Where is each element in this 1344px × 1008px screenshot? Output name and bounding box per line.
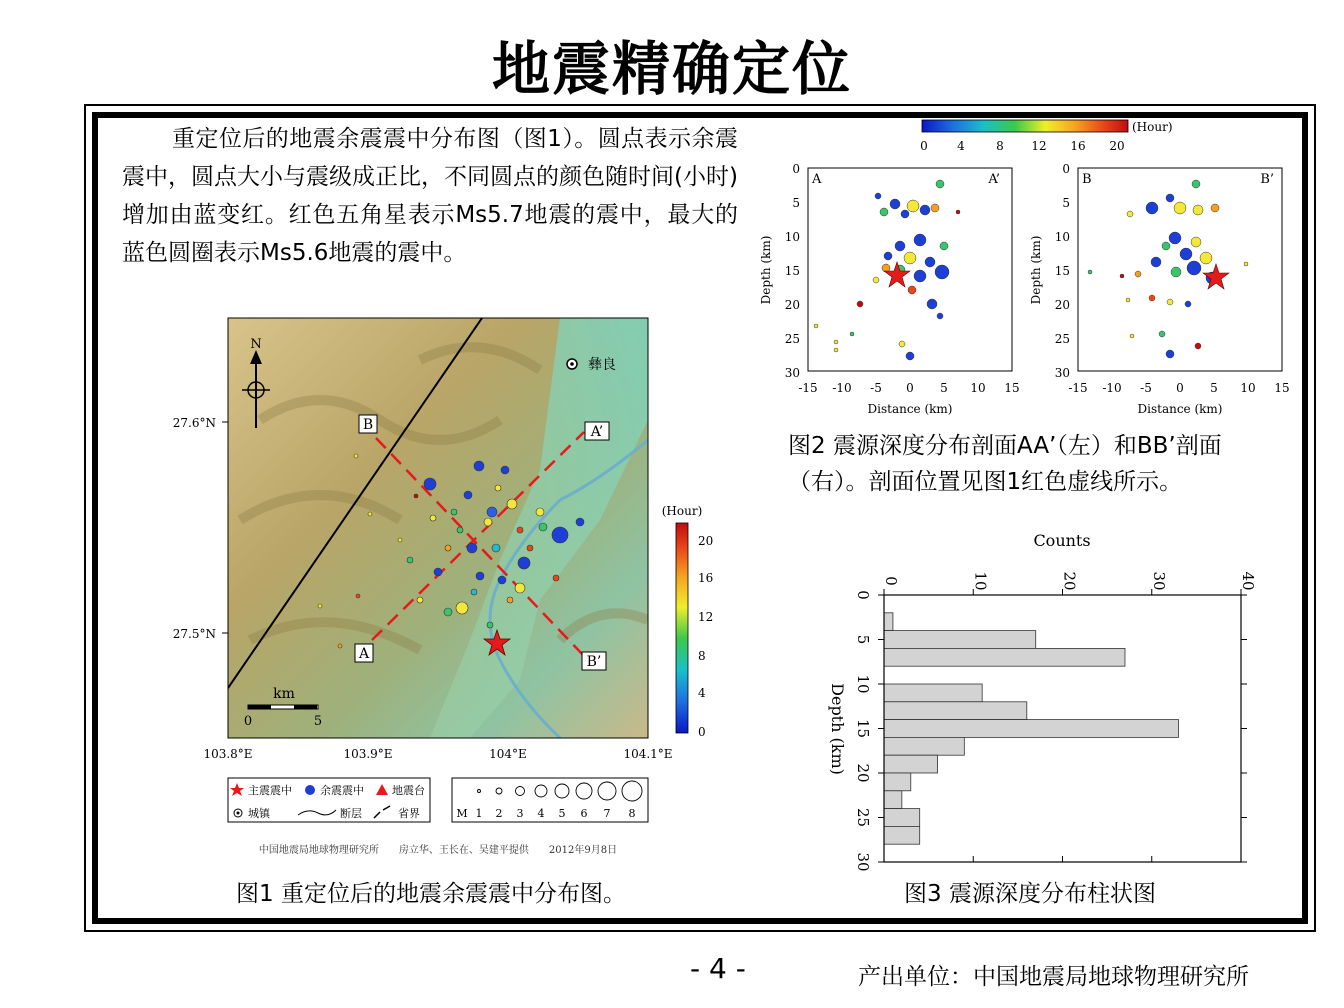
svg-text:4: 4 xyxy=(957,139,965,153)
svg-text:16: 16 xyxy=(698,571,714,585)
svg-text:0: 0 xyxy=(1062,162,1070,176)
svg-text:N: N xyxy=(250,337,262,352)
producer-label: 产出单位：中国地震局地球物理研究所 xyxy=(858,964,1249,990)
svg-text:0: 0 xyxy=(243,714,253,729)
profile-panel-bb xyxy=(1029,162,1290,416)
svg-text:15: 15 xyxy=(1004,381,1020,395)
svg-text:20: 20 xyxy=(784,298,800,312)
svg-text:km: km xyxy=(273,686,295,702)
svg-text:B: B xyxy=(1082,172,1092,187)
svg-text:Depth (km): Depth (km) xyxy=(1029,235,1043,305)
y-tick-label-2: 10 xyxy=(854,674,872,694)
svg-text:8: 8 xyxy=(996,139,1004,153)
svg-text:Distance (km): Distance (km) xyxy=(867,402,953,416)
svg-text:20: 20 xyxy=(698,534,714,548)
histogram-title: Counts xyxy=(1033,531,1091,550)
svg-text:27.6°N: 27.6°N xyxy=(172,416,216,430)
x-tick-label-4: 40 xyxy=(1239,571,1257,591)
svg-text:Distance (km): Distance (km) xyxy=(1137,402,1223,416)
svg-text:25: 25 xyxy=(784,332,800,346)
svg-text:5: 5 xyxy=(940,381,948,395)
svg-text:-5: -5 xyxy=(1140,381,1152,395)
svg-text:A: A xyxy=(358,646,370,662)
svg-text:B’: B’ xyxy=(586,654,602,670)
svg-text:20: 20 xyxy=(1054,298,1070,312)
svg-text:5: 5 xyxy=(313,714,323,729)
aftershock-legend-icon xyxy=(305,785,315,795)
map-lon-labels xyxy=(203,747,672,761)
histogram-bars xyxy=(884,613,1179,844)
svg-text:25: 25 xyxy=(1054,332,1070,346)
svg-text:-15: -15 xyxy=(798,381,818,395)
svg-text:7: 7 xyxy=(603,807,611,820)
svg-text:8: 8 xyxy=(698,649,706,663)
svg-text:M: M xyxy=(456,807,468,820)
intro-paragraph: 重定位后的地震余震震中分布图（图1）。圆点表示余震震中，圆点大小与震级成正比，不同圆点的颜色随时间(小时)增加由蓝变红。红色五角星表示Ms5.7地震的震中，最大的蓝色圆圈表示Ms5.6地震的震中。 xyxy=(122,126,738,266)
svg-text:27.5°N: 27.5°N xyxy=(172,627,216,641)
svg-text:5: 5 xyxy=(558,807,566,820)
y-tick-label-1: 5 xyxy=(854,634,872,645)
fig1-caption: 图1 重定位后的地震余震震中分布图。 xyxy=(236,881,626,907)
histogram-bar-10 xyxy=(884,791,902,809)
svg-text:0: 0 xyxy=(1176,381,1184,395)
histogram-bar-0 xyxy=(884,613,893,631)
map-area xyxy=(228,318,648,738)
y-tick-label-4: 20 xyxy=(854,763,872,783)
svg-text:6: 6 xyxy=(580,807,588,820)
profile-label-a xyxy=(355,644,373,662)
svg-text:0: 0 xyxy=(792,162,800,176)
svg-text:103.8°E: 103.8°E xyxy=(203,747,253,761)
svg-text:0: 0 xyxy=(920,139,928,153)
svg-text:5: 5 xyxy=(1062,196,1070,210)
y-tick-label-0: 0 xyxy=(854,590,872,600)
x-tick-label-3: 30 xyxy=(1149,571,1168,591)
svg-text:-15: -15 xyxy=(1068,381,1088,395)
map-lat-labels xyxy=(173,416,228,641)
svg-text:5: 5 xyxy=(1210,381,1218,395)
svg-text:城镇: 城镇 xyxy=(248,807,270,820)
svg-text:30: 30 xyxy=(1054,366,1070,380)
svg-text:(Hour): (Hour) xyxy=(661,504,703,518)
svg-text:1: 1 xyxy=(475,807,483,820)
svg-text:30: 30 xyxy=(784,366,800,380)
svg-text:3: 3 xyxy=(516,807,524,820)
y-tick-label-3: 15 xyxy=(854,718,872,739)
histogram-bar-1 xyxy=(884,631,1036,649)
svg-text:15: 15 xyxy=(784,264,800,278)
svg-text:12: 12 xyxy=(1031,139,1047,153)
svg-text:-5: -5 xyxy=(870,381,882,395)
svg-text:16: 16 xyxy=(1070,139,1086,153)
page-title: 地震精确定位 xyxy=(491,35,852,103)
page-number: - 4 - xyxy=(690,952,746,985)
profile-panel-aa xyxy=(759,162,1020,416)
svg-text:20: 20 xyxy=(1109,139,1125,153)
svg-text:地震台: 地震台 xyxy=(392,784,425,797)
svg-text:4: 4 xyxy=(537,807,545,820)
y-tick-label-5: 25 xyxy=(854,807,872,828)
svg-text:A’: A’ xyxy=(590,424,604,440)
svg-text:15: 15 xyxy=(1054,264,1070,278)
svg-text:10: 10 xyxy=(784,230,800,244)
svg-text:主震震中: 主震震中 xyxy=(248,784,292,797)
svg-text:Depth (km): Depth (km) xyxy=(759,235,773,305)
fig3-caption: 图3 震源深度分布柱状图 xyxy=(904,881,1156,907)
svg-text:5: 5 xyxy=(792,196,800,210)
x-tick-label-0: 0 xyxy=(882,576,900,586)
svg-text:B’: B’ xyxy=(1260,172,1274,187)
map-credit: 中国地震局地球物理研究所 房立华、王长在、吴建平提供 2012年9月8日 xyxy=(258,845,618,856)
histogram-bar-12 xyxy=(884,826,920,844)
svg-text:104.1°E: 104.1°E xyxy=(623,747,673,761)
svg-text:15: 15 xyxy=(1274,381,1290,395)
svg-text:103.9°E: 103.9°E xyxy=(343,747,393,761)
histogram-bar-2 xyxy=(884,648,1125,666)
profile-colorbar xyxy=(920,120,1172,153)
svg-text:4: 4 xyxy=(698,686,706,700)
histogram-bar-9 xyxy=(884,773,911,791)
svg-text:断层: 断层 xyxy=(340,807,362,820)
svg-text:10: 10 xyxy=(1240,381,1256,395)
map-legend xyxy=(228,778,648,822)
x-tick-label-2: 20 xyxy=(1060,571,1079,591)
histogram-bar-6 xyxy=(884,720,1179,738)
fig2-caption: 图2 震源深度分布剖面AA’（左）和BB’剖面（右）。剖面位置见图1红色虚线所示。 xyxy=(788,433,1222,495)
histogram-bar-7 xyxy=(884,737,964,755)
svg-text:2: 2 xyxy=(495,807,503,820)
epicenter-map-figure xyxy=(160,308,714,868)
svg-text:A’: A’ xyxy=(988,172,1000,187)
histogram-ylabel: Depth (km) xyxy=(828,683,847,775)
svg-text:-10: -10 xyxy=(1102,381,1122,395)
profile-label-b xyxy=(359,415,377,433)
depth-profile-figure xyxy=(750,116,1300,426)
svg-text:0: 0 xyxy=(906,381,914,395)
svg-text:彝良: 彝良 xyxy=(588,357,616,373)
svg-text:B: B xyxy=(362,417,374,433)
svg-text:0: 0 xyxy=(698,725,706,739)
profile-label-b-prime xyxy=(582,652,606,670)
svg-text:A: A xyxy=(812,172,822,187)
svg-text:104°E: 104°E xyxy=(489,747,527,761)
y-tick-label-6: 30 xyxy=(854,852,872,872)
histogram-bar-5 xyxy=(884,702,1027,720)
svg-text:10: 10 xyxy=(1054,230,1070,244)
svg-text:(Hour): (Hour) xyxy=(1132,120,1173,134)
svg-text:余震震中: 余震震中 xyxy=(320,784,364,797)
histogram-bar-11 xyxy=(884,809,920,827)
svg-text:12: 12 xyxy=(698,610,714,624)
histogram-bar-4 xyxy=(884,684,982,702)
profile-label-a-prime xyxy=(585,422,609,440)
svg-text:10: 10 xyxy=(970,381,986,395)
svg-text:省界: 省界 xyxy=(398,807,420,820)
svg-text:8: 8 xyxy=(628,807,636,820)
histogram-bar-8 xyxy=(884,755,938,773)
svg-text:-10: -10 xyxy=(832,381,852,395)
depth-histogram xyxy=(800,520,1270,880)
x-tick-label-1: 10 xyxy=(971,571,990,591)
